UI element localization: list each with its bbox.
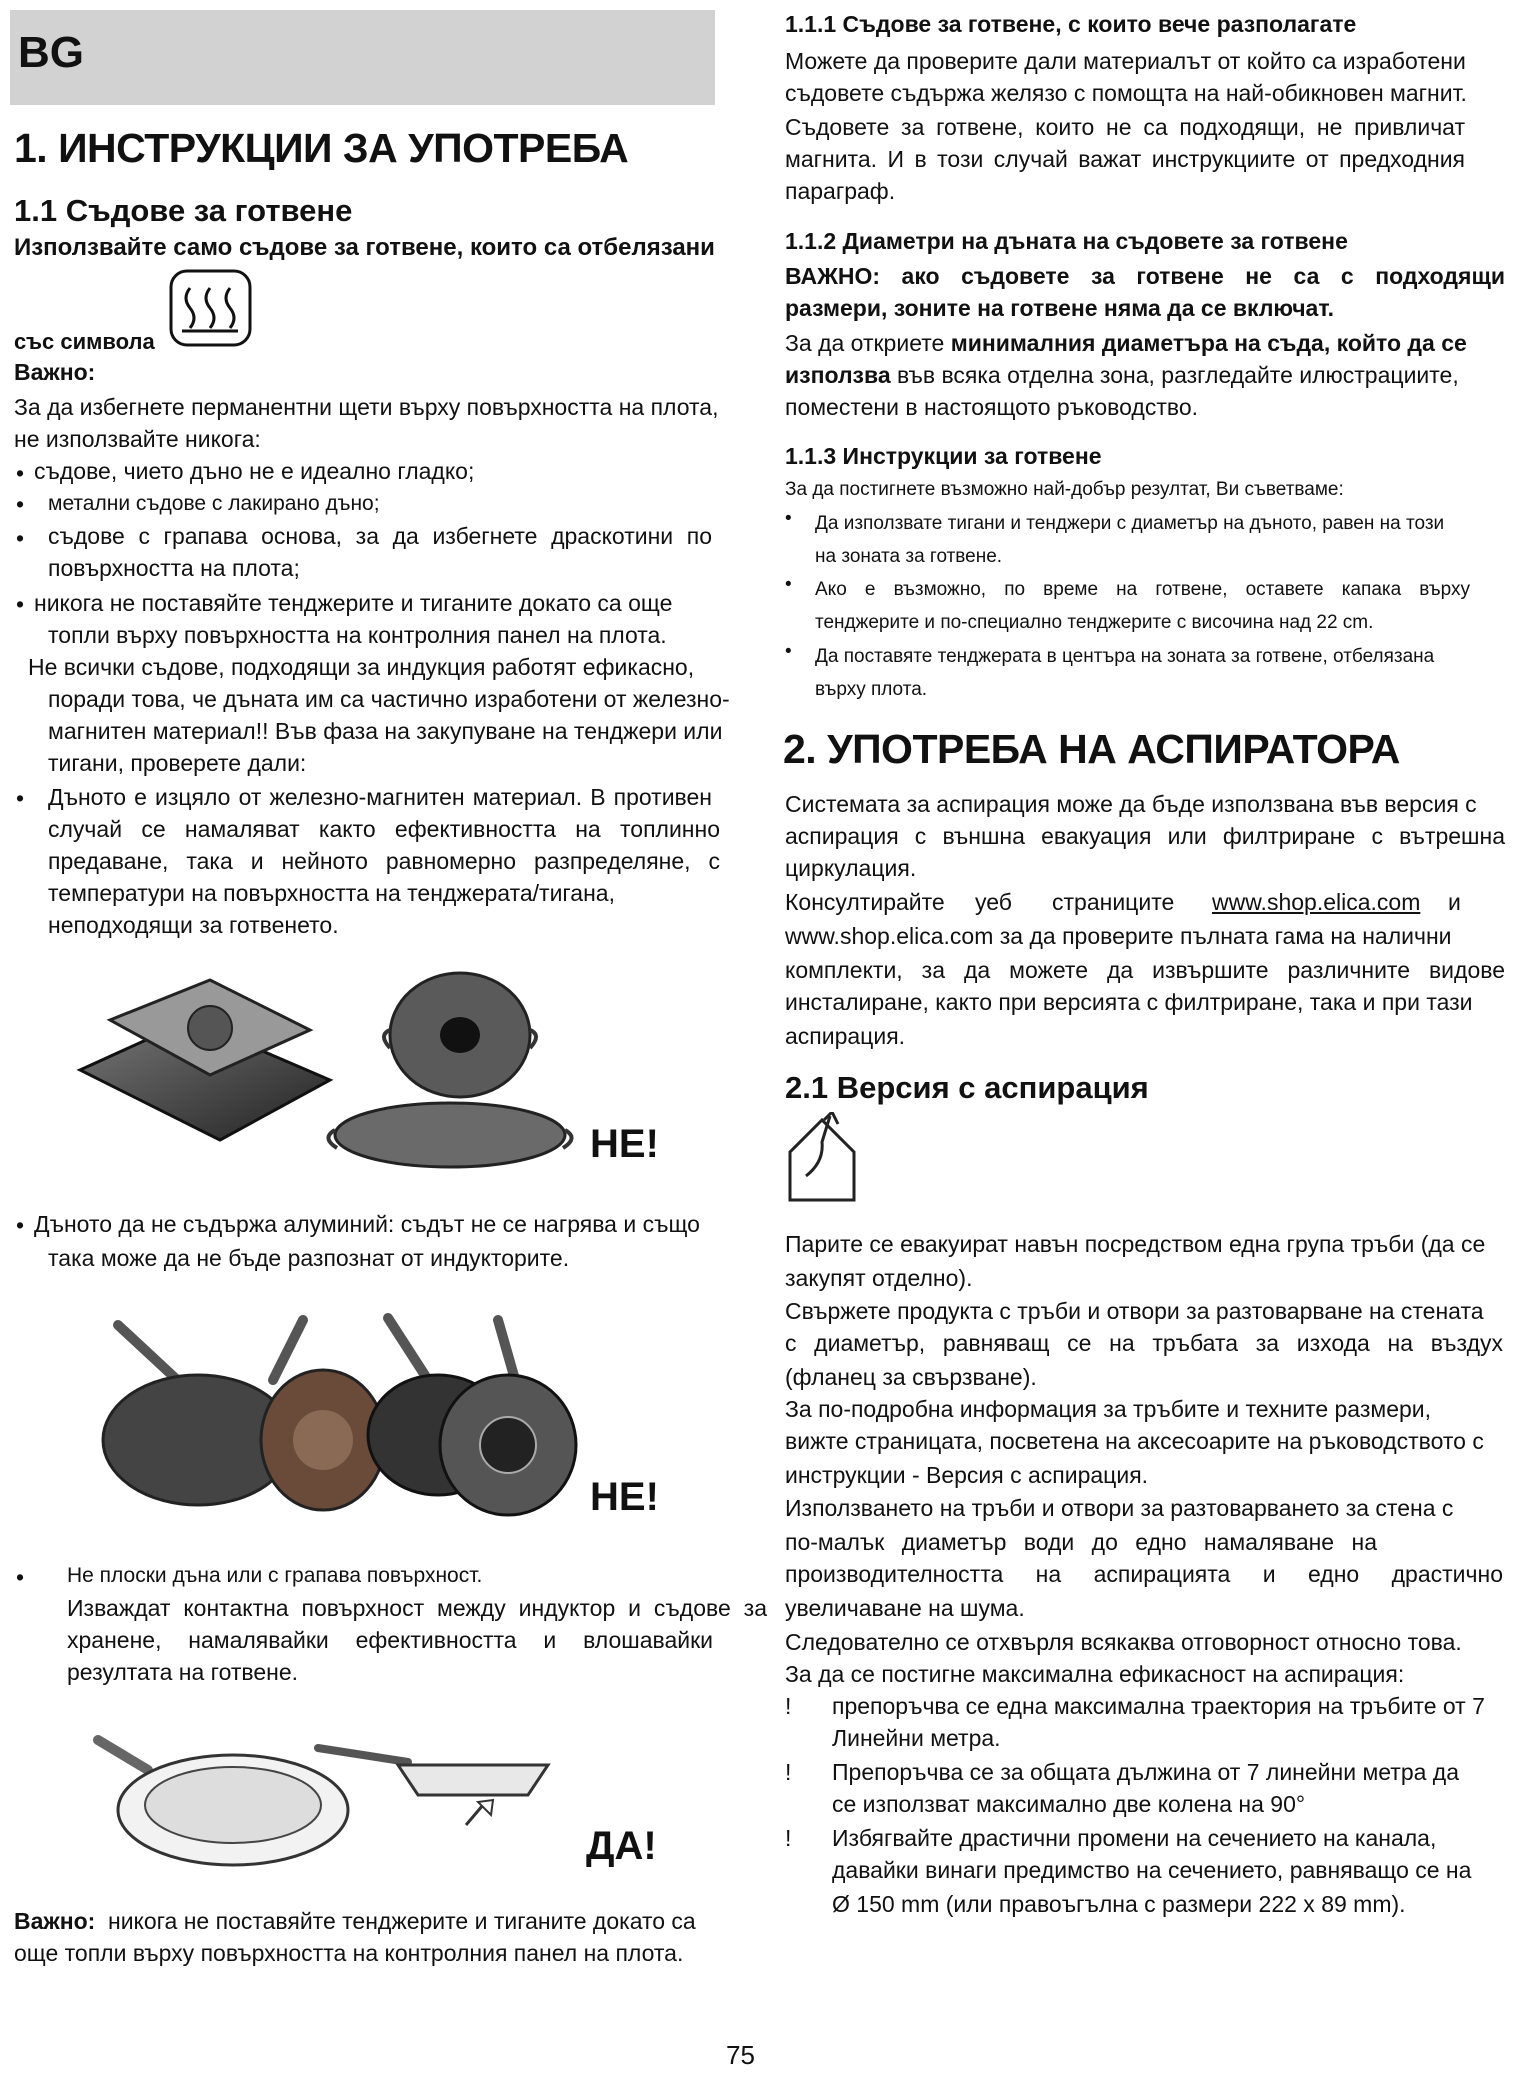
vent-line-12: увеличаване на шума. xyxy=(785,1595,1025,1621)
cooking-tip-3b: върху плота. xyxy=(815,679,928,700)
system-line-2: аспирация с външна евакуация или филтриране с вътрешна xyxy=(785,823,1505,849)
section-1-1-1-title: 1.1.1 Съдове за готвене, с които вече разполагате xyxy=(785,11,1357,37)
list-item: никога не поставяйте тенджерите и тиганите докато са още xyxy=(34,590,673,616)
induction-symbol-icon xyxy=(168,268,253,348)
exclamation-icon: ! xyxy=(785,1759,792,1785)
warning-line-2: още топли върху повърхността на контролния панел на плота. xyxy=(14,1940,684,1966)
note-line-2: поради това, че дъната им са частично изработени от железно- xyxy=(48,686,730,712)
non-flat-pans-illustration xyxy=(78,1310,588,1530)
iron-line-2: случай се намаляват както ефективността на топлинно xyxy=(48,816,720,842)
efficiency-tip-3a: Избягвайте драстични промени на сечението на канала, xyxy=(832,1825,1437,1851)
efficiency-tip-1b: Линейни метра. xyxy=(832,1725,1001,1751)
section-2-1-title: 2.1 Версия с аспирация xyxy=(785,1070,1149,1105)
efficiency-tip-2a: Препоръчва се за общата дължина от 7 линейни метра да xyxy=(832,1759,1460,1785)
efficiency-tip-2b: се използват максимално две колена на 90° xyxy=(832,1791,1306,1817)
iron-line-5: неподходящи за готвенето. xyxy=(48,912,339,938)
vent-line-10: по-малък диаметър води до едно намаляване на xyxy=(785,1529,1377,1555)
size-warning-line-1: ВАЖНО: ако съдовете за готвене не са с подходящи xyxy=(785,263,1505,289)
bullet-icon: • xyxy=(16,460,25,486)
note-line-3: магнитен материал!! Във фаза на закупуване на тенджери или xyxy=(48,718,723,744)
section-1-1-3-title: 1.1.3 Инструкции за готвене xyxy=(785,443,1102,469)
vent-line-13: Следователно се отхвърля всякаква отговорност относно това. xyxy=(785,1629,1462,1655)
magnet-line-4: магнита. И в този случай важат инструкциите от предходния xyxy=(785,146,1465,172)
system-line-7: инсталиране, както при версията с филтриране, така и при тази xyxy=(785,989,1473,1015)
vent-line-4: с диаметър, равняващ се на тръбата за изхода на въздух xyxy=(785,1330,1503,1356)
no-label-1: НЕ! xyxy=(590,1122,659,1166)
no-label-2: НЕ! xyxy=(590,1475,659,1519)
size-warning-line-2: размери, зоните на готвене няма да се включат. xyxy=(785,295,1334,321)
list-item: метални съдове с лакирано дъно; xyxy=(48,492,380,515)
list-item-cont: топли върху повърхността на контролния панел на плота. xyxy=(48,622,667,648)
flat-line-1: Изваждат контактна повърхност между индуктор и съдове за xyxy=(67,1595,767,1621)
cooking-tip-2a: Ако е възможно, по време на готвене, оставете капака върху xyxy=(815,579,1470,600)
bullet-icon: • xyxy=(16,591,25,617)
system-line-8: аспирация. xyxy=(785,1023,906,1049)
system-line-1: Системата за аспирация може да бъде използвана във версия с xyxy=(785,791,1477,817)
min-diam-text-b: минималния диаметъра на съда, който да се xyxy=(950,330,1467,356)
vent-line-6: За по-подробна информация за тръбите и техните размери, xyxy=(785,1396,1432,1422)
cooking-tip-1b: на зоната за готвене. xyxy=(815,546,1003,567)
bullet-icon: • xyxy=(16,785,25,811)
min-diam-text-a: За да откриете xyxy=(785,330,951,356)
language-tag: BG xyxy=(18,28,84,77)
system-line-6: комплекти, за да можете да извършите различните видове xyxy=(785,957,1505,983)
section-1-1-2-title: 1.1.2 Диаметри на дъната на съдовете за готвене xyxy=(785,228,1348,254)
section-2-title: 2. УПОТРЕБА НА АСПИРАТОРА xyxy=(783,726,1400,772)
min-diam-text-c: използва xyxy=(785,362,891,388)
section-1-title: 1. ИНСТРУКЦИИ ЗА УПОТРЕБА xyxy=(14,125,629,171)
magnet-line-3: Съдовете за готвене, които не са подходящи, не привличат xyxy=(785,114,1465,140)
cooking-intro: За да постигнете възможно най-добър резултат, Ви съветваме: xyxy=(785,479,1344,500)
magnet-line-5: параграф. xyxy=(785,178,896,204)
vent-line-1: Парите се евакуират навън посредством една група тръби (да се xyxy=(785,1231,1486,1257)
system-line-3: циркулация. xyxy=(785,855,917,881)
cooking-tip-1a: Да използвате тигани и тенджери с диаметър на дъното, равен на този xyxy=(815,513,1445,534)
flat-pans-illustration xyxy=(88,1720,558,1870)
note-line-4: тигани, проверете дали: xyxy=(48,750,307,776)
shop-link[interactable]: www.shop.elica.com xyxy=(1212,889,1421,915)
bullet-icon: • xyxy=(785,641,792,662)
efficiency-tip-1a: препоръчва се една максимална траектория на тръбите от 7 xyxy=(832,1693,1485,1719)
yes-label: ДА! xyxy=(586,1824,657,1868)
vent-line-11: производителността на аспирацията и едно драстично xyxy=(785,1561,1503,1587)
iron-line-4: температури на повърхността на тенджерата/тигана, xyxy=(48,880,615,906)
iron-line-1: Дъното е изцяло от железно-магнитен материал. В противен xyxy=(48,784,712,810)
external-venting-house-icon xyxy=(784,1112,864,1204)
page-number: 75 xyxy=(726,2040,755,2070)
aluminium-line-1: Дъното да не съдържа алуминий: съдът не се нагрява и също xyxy=(34,1211,700,1237)
list-item: съдове, чието дъно не е идеално гладко; xyxy=(34,458,475,484)
magnet-line-2: съдовете съдържа желязо с помощта на най-обикновен магнит. xyxy=(785,80,1467,106)
pages-word: страниците xyxy=(1052,889,1175,915)
vent-line-8: инструкции - Версия с аспирация. xyxy=(785,1462,1149,1488)
flat-line-2: хранене, намалявайки ефективността и влошавайки xyxy=(67,1627,713,1653)
vent-line-3: Свържете продукта с тръби и отвори за разтоварване на стената xyxy=(785,1298,1484,1324)
language-header-bar xyxy=(10,10,715,105)
bullet-icon: • xyxy=(785,508,792,529)
use-only-text: Използвайте само съдове за готвене, които са отбелязани xyxy=(14,234,715,261)
web-word: уеб xyxy=(975,889,1012,915)
bullet-icon: • xyxy=(785,574,792,595)
vent-line-2: закупят отделно). xyxy=(785,1265,973,1291)
bullet-icon: • xyxy=(16,1212,25,1238)
vent-line-7: вижте страницата, посветена на аксесоарите на ръководството с xyxy=(785,1428,1484,1454)
vent-line-9: Използването на тръби и отвори за разтоварването за стена с xyxy=(785,1495,1454,1521)
section-1-1-title: 1.1 Съдове за готвене xyxy=(14,193,353,228)
iron-line-3: предаване, така и нейното равномерно разпределяне, с xyxy=(48,848,720,874)
flat-line-3: резултата на готвене. xyxy=(67,1659,299,1685)
warning-label: Важно: xyxy=(14,1908,96,1934)
and-word: и xyxy=(1448,889,1461,915)
important-label: Важно: xyxy=(14,359,96,385)
warning-line-1: никога не поставяйте тенджерите и тиганите докато са xyxy=(108,1908,696,1934)
vent-line-14: За да се постигне максимална ефикасност на аспирация: xyxy=(785,1661,1405,1687)
min-diam-text-d: във всяка отделна зона, разгледайте илюстрациите, xyxy=(890,362,1459,388)
aluminium-line-2: така може да не бъде разпознат от индукторите. xyxy=(48,1245,570,1271)
exclamation-icon: ! xyxy=(785,1693,792,1719)
griddle-paella-pan-illustration xyxy=(70,960,590,1180)
flat-line-0: Не плоски дъна или с грапава повърхност. xyxy=(67,1564,483,1587)
magnet-line-1: Можете да проверите дали материалът от който са изработени xyxy=(785,48,1466,74)
bullet-icon: • xyxy=(16,1564,25,1590)
efficiency-tip-3c: Ø 150 mm (или правоъгълна с размери 222 x 89 mm). xyxy=(832,1891,1406,1917)
note-line-1: Не всички съдове, подходящи за индукция работят ефикасно, xyxy=(28,654,695,680)
cooking-tip-2b: тенджерите и по-специално тенджерите с височина над 22 cm. xyxy=(815,612,1374,633)
vent-line-5: (фланец за свързване). xyxy=(785,1364,1037,1390)
list-item: съдове с грапава основа, за да избегнете драскотини по xyxy=(48,523,712,549)
bullet-icon: • xyxy=(16,525,25,551)
min-diam-text-e: поместени в настоящото ръководство. xyxy=(785,394,1199,420)
with-symbol-text: със символа xyxy=(14,329,155,354)
exclamation-icon: ! xyxy=(785,1825,792,1851)
consult-word: Консултирайте xyxy=(785,889,945,915)
cooking-tip-3a: Да поставяте тенджерата в центъра на зоната за готвене, отбелязана xyxy=(815,646,1435,667)
avoid-line-1: За да избегнете перманентни щети върху повърхността на плота, xyxy=(14,394,719,420)
list-item-cont: повърхността на плота; xyxy=(48,555,300,581)
system-line-5: www.shop.elica.com за да проверите пълната гама на налични xyxy=(785,923,1452,949)
avoid-line-2: не използвайте никога: xyxy=(14,426,261,452)
efficiency-tip-3b: давайки винаги предимство на сечението, равняващо се на xyxy=(832,1857,1472,1883)
bullet-icon: • xyxy=(16,491,25,517)
